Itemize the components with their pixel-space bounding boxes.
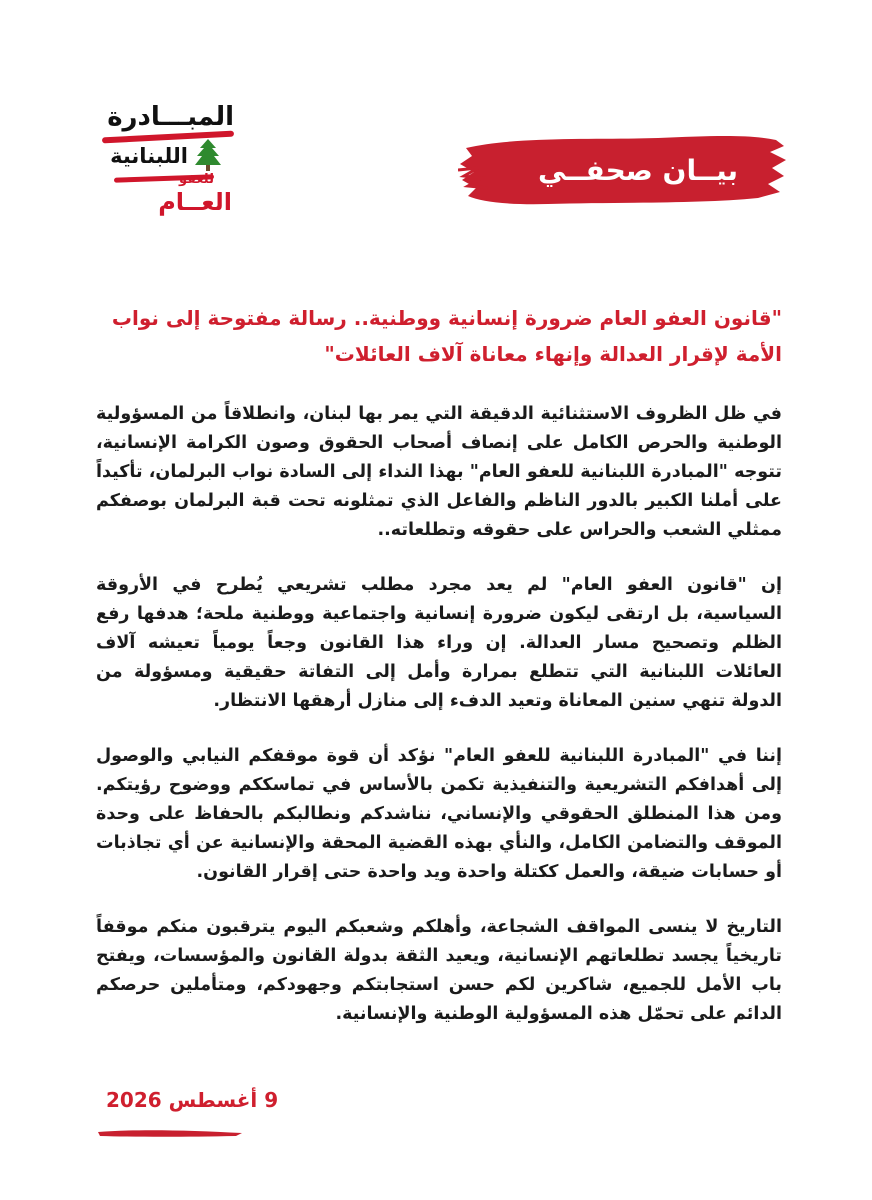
date-underline-stroke [96,1126,246,1140]
date-label: 9 أغسطس 2026 [106,1088,279,1112]
body-text [96,400,782,1055]
logo-line-2: اللبنانية [110,144,188,168]
press-release-banner [458,130,788,210]
paragraph-4: التاريخ لا ينسى المواقف الشجاعة، وأهلكم وشعبكم اليوم يترقبون منكم موقفاً تاريخياً يجسد تطلعاتهم الإنسانية، ويعيد الثقة بدولة القانون والمؤسسات، ويفتح باب الأمل للجميع، شاكرين لكم حسن استجابتكم وجهودكم، ومتأملين حرصكم الدائم على تحمّل هذه المسؤولية الوطنية والإنسانية. [96,917,782,1024]
paragraph-2: إن "قانون العفو العام" لم يعد مجرد مطلب تشريعي يُطرح في الأروقة السياسية، بل ارتقى ليكون ضرورة إنسانية واجتماعية ووطنية ملحة؛ هدفها رفع الظلم وتصحيح مسار العدالة. إن وراء هذا القانون وجعاً يومياً تعيشه آلاف العائلات اللبنانية التي تتطلع بمرارة وأمل إلى التفاتة حقيقية ومسؤولة من الدولة تنهي سنين المعاناة وتعيد الدفء إلى منازل أرهقها الانتظار. [96,575,782,711]
initiative-logo [98,98,248,218]
cedar-icon [194,138,222,172]
logo-line-1: المبـــادرة [107,102,234,132]
banner-title: بيــان صحفــي [537,153,739,187]
logo-line-4: العــام [158,188,232,216]
logo-line-3: للعفو [178,172,214,187]
paragraph-1: في ظل الظروف الاستثنائية الدقيقة التي يمر بها لبنان، وانطلاقاً من المسؤولية الوطنية والحرص الكامل على إنصاف أصحاب الحقوق وصون الكرامة الإنسانية، تتوجه "المبادرة اللبنانية للعفو العام" بهذا النداء إلى السادة نواب البرلمان، تأكيداً على أملنا الكبير بالدور الناظم والفاعل الذي تمثلونه تحت قبة البرلمان بوصفكم ممثلي الشعب والحراس على حقوقه وتطلعاته.. [96,404,782,540]
paragraph-3: إننا في "المبادرة اللبنانية للعفو العام" نؤكد أن قوة موقفكم النيابي والوصول إلى أهدافكم التشريعية والتنفيذية تكمن بالأساس في تماسككم ووضوح رؤيتكم. ومن هذا المنطلق الحقوقي والإنساني، نناشدكم ونطالبكم بالحفاظ على وحدة الموقف والتضامن الكامل، والنأي بهذه القضية المحقة والإنسانية عن أي تجاذبات أو حسابات ضيقة، والعمل ككتلة واحدة ويد واحدة حتى إقرار القانون. [96,746,782,882]
headline: "قانون العفو العام ضرورة إنسانية ووطنية.. رسالة مفتوحة إلى نواب الأمة لإقرار العدالة وإنهاء معاناة آلاف العائلات" [111,306,782,366]
